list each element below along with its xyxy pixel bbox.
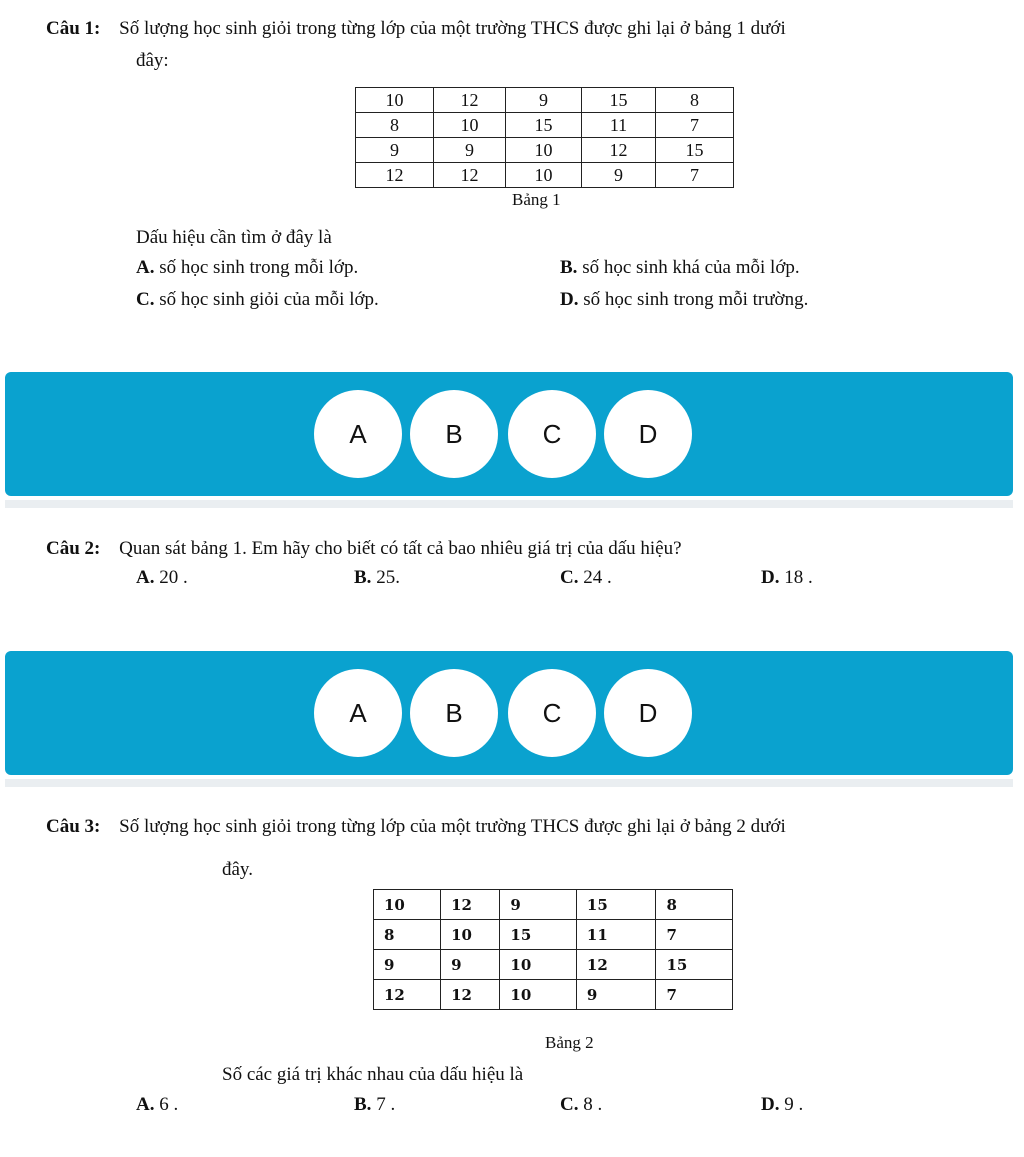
q1-option-d: [560, 289, 808, 311]
q2-option-b-text: 25.: [376, 567, 400, 588]
table-2-cell: 10: [374, 890, 441, 920]
q3-option-c-letter: C.: [560, 1094, 579, 1115]
table-2-cell: 8: [374, 920, 441, 950]
question-1-line1: [46, 16, 786, 42]
answer-band-1: [5, 372, 1013, 496]
q3-option-a-text: 6 .: [159, 1094, 179, 1115]
answer-1-button-b[interactable]: B: [410, 390, 498, 478]
table-2-cell: 10: [441, 920, 500, 950]
table-2-cell: 12: [374, 980, 441, 1010]
question-2-text: Quan sát bảng 1. Em hãy cho biết có tất cả bao nhiêu giá trị của dấu hiệu?: [119, 538, 682, 559]
q3-option-a-letter: A.: [136, 1094, 155, 1115]
q1-option-c-text: số học sinh giỏi của mỗi lớp.: [159, 289, 379, 310]
table-2-row: [374, 950, 733, 980]
table-2-cell: 9: [374, 950, 441, 980]
table-1-cell: 9: [356, 138, 434, 163]
q3-option-c: [560, 1094, 602, 1116]
table-2-cell: 15: [576, 890, 656, 920]
table-2-cell: 12: [576, 950, 656, 980]
table-2-cell: 7: [656, 920, 733, 950]
q1-option-c-letter: C.: [136, 289, 155, 310]
answer-2-button-d[interactable]: D: [604, 669, 692, 757]
table-1-cell: 9: [582, 163, 656, 188]
table-1-row: [356, 88, 734, 113]
q3-option-b-letter: B.: [354, 1094, 372, 1115]
question-1-label: Câu 1:: [46, 18, 101, 39]
q2-option-a-text: 20 .: [159, 567, 188, 588]
q2-option-b: [354, 567, 400, 589]
table-1-cell: 12: [433, 163, 505, 188]
q1-option-b: [560, 257, 800, 279]
answer-2-button-a[interactable]: A: [314, 669, 402, 757]
table-1-cell: 9: [506, 88, 582, 113]
table-2-cell: 7: [656, 980, 733, 1010]
table-2-cell: 10: [500, 980, 576, 1010]
q1-option-a-text: số học sinh trong mỗi lớp.: [159, 257, 359, 278]
q3-option-a: [136, 1094, 178, 1116]
q3-option-d: [761, 1094, 803, 1116]
table-1-caption: Bảng 1: [512, 190, 561, 209]
table-2-cell: 9: [576, 980, 656, 1010]
q1-option-d-text: số học sinh trong mỗi trường.: [583, 289, 809, 310]
q2-option-d: [761, 567, 813, 589]
table-1-cell: 10: [433, 113, 505, 138]
table-1-row: [356, 163, 734, 188]
question-3-text-cont: đây.: [222, 859, 253, 880]
q2-option-c-letter: C.: [560, 567, 579, 588]
table-2-cell: 12: [441, 980, 500, 1010]
answer-2-button-b[interactable]: B: [410, 669, 498, 757]
table-1-cell: 12: [433, 88, 505, 113]
q1-option-a-letter: A.: [136, 257, 155, 278]
q2-option-d-letter: D.: [761, 567, 780, 588]
question-1-text: Số lượng học sinh giỏi trong từng lớp của một trường THCS được ghi lại ở bảng 1 dưới: [119, 18, 786, 39]
question-3-line1: [46, 814, 786, 840]
table-1-cell: 11: [582, 113, 656, 138]
q2-option-c-text: 24 .: [583, 567, 612, 588]
table-1-cell: 10: [356, 88, 434, 113]
table-1-cell: 7: [656, 113, 734, 138]
q2-option-d-text: 18 .: [784, 567, 813, 588]
q2-option-a-letter: A.: [136, 567, 155, 588]
table-2: [373, 889, 733, 1010]
table-2-caption: Bảng 2: [545, 1033, 594, 1052]
answer-1-button-a[interactable]: A: [314, 390, 402, 478]
question-2-line: [46, 536, 682, 562]
q1-option-a: [136, 257, 358, 279]
table-1-cell: 15: [582, 88, 656, 113]
table-1-cell: 12: [356, 163, 434, 188]
table-1-cell: 7: [656, 163, 734, 188]
table-1-cell: 8: [356, 113, 434, 138]
q2-option-c: [560, 567, 612, 589]
q1-option-b-text: số học sinh khá của mỗi lớp.: [582, 257, 800, 278]
q1-option-d-letter: D.: [560, 289, 579, 310]
question-2-label: Câu 2:: [46, 538, 101, 559]
q3-option-c-text: 8 .: [583, 1094, 603, 1115]
table-2-cell: 11: [576, 920, 656, 950]
table-1-cell: 12: [582, 138, 656, 163]
q3-option-b: [354, 1094, 395, 1116]
question-1-text-cont: đây:: [136, 50, 169, 71]
table-1-row: [356, 113, 734, 138]
answer-1-button-c[interactable]: C: [508, 390, 596, 478]
table-1-cell: 15: [506, 113, 582, 138]
q3-option-b-text: 7 .: [376, 1094, 396, 1115]
q2-option-a: [136, 567, 188, 589]
table-2-cell: 9: [441, 950, 500, 980]
table-2-cell: 10: [500, 950, 576, 980]
q1-option-b-letter: B.: [560, 257, 578, 278]
question-3-prompt: Số các giá trị khác nhau của dấu hiệu là: [222, 1064, 524, 1085]
q1-option-c: [136, 289, 379, 311]
question-1-prompt: Dấu hiệu cần tìm ở đây là: [136, 227, 332, 248]
table-1-cell: 10: [506, 138, 582, 163]
table-2-cell: 15: [500, 920, 576, 950]
table-1-cell: 10: [506, 163, 582, 188]
table-1: [355, 87, 734, 188]
answer-2-button-c[interactable]: C: [508, 669, 596, 757]
table-1-cell: 8: [656, 88, 734, 113]
table-2-cell: 8: [656, 890, 733, 920]
table-2-row: [374, 980, 733, 1010]
answer-1-button-d[interactable]: D: [604, 390, 692, 478]
q2-option-b-letter: B.: [354, 567, 372, 588]
table-2-row: [374, 920, 733, 950]
question-3-text: Số lượng học sinh giỏi trong từng lớp của một trường THCS được ghi lại ở bảng 2 dưới: [119, 816, 786, 837]
band-1-shadow: [5, 500, 1013, 508]
table-2-row: [374, 890, 733, 920]
table-1-row: [356, 138, 734, 163]
table-2-cell: 15: [656, 950, 733, 980]
table-1-cell: 15: [656, 138, 734, 163]
question-3-label: Câu 3:: [46, 816, 101, 837]
answer-band-2: [5, 651, 1013, 775]
table-2-cell: 9: [500, 890, 576, 920]
band-2-shadow: [5, 779, 1013, 787]
table-1-cell: 9: [433, 138, 505, 163]
q3-option-d-letter: D.: [761, 1094, 780, 1115]
table-2-cell: 12: [441, 890, 500, 920]
q3-option-d-text: 9 .: [784, 1094, 804, 1115]
